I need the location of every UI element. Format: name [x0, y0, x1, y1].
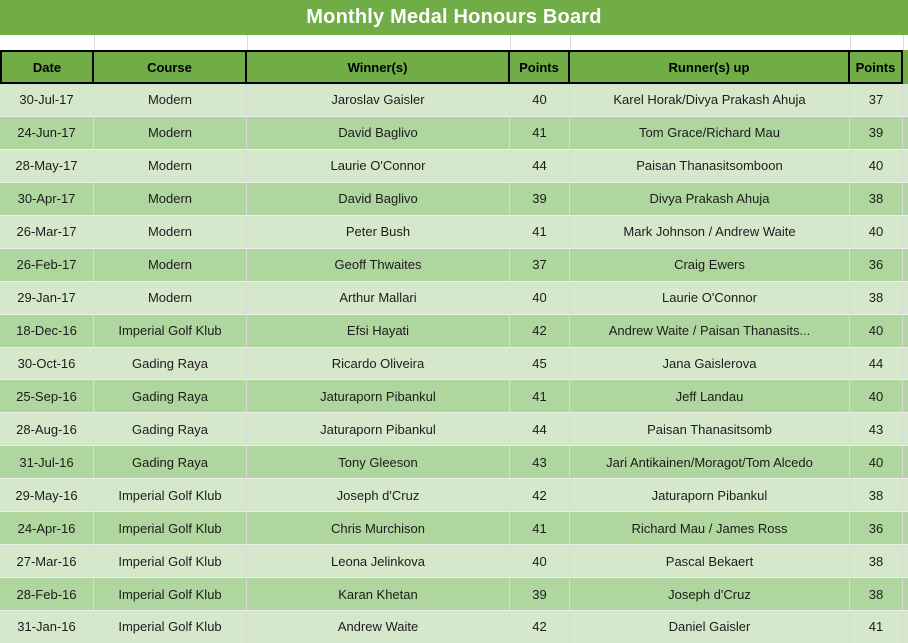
runner-up-cell[interactable]: Jeff Landau: [570, 380, 850, 412]
gridline: [570, 35, 571, 50]
row-edge-sliver: [903, 380, 908, 412]
date-cell[interactable]: 24-Apr-16: [0, 512, 94, 544]
course-cell[interactable]: Imperial Golf Klub: [94, 512, 247, 544]
gridline: [510, 35, 511, 50]
gridline: [850, 35, 851, 50]
course-cell[interactable]: Modern: [94, 282, 247, 314]
runner-up-cell[interactable]: Laurie O'Connor: [570, 282, 850, 314]
course-cell[interactable]: Modern: [94, 150, 247, 182]
table-body: [0, 84, 908, 643]
winner-points-cell[interactable]: 40: [510, 545, 570, 577]
date-cell[interactable]: 31-Jan-16: [0, 611, 94, 643]
winner-cell[interactable]: Jaroslav Gaisler: [247, 84, 510, 116]
date-cell[interactable]: 24-Jun-17: [0, 117, 94, 149]
date-cell[interactable]: 30-Jul-17: [0, 84, 94, 116]
winner-points-cell[interactable]: 42: [510, 479, 570, 511]
date-cell[interactable]: 28-May-17: [0, 150, 94, 182]
winner-cell[interactable]: Joseph d'Cruz: [247, 479, 510, 511]
row-edge-sliver: [903, 611, 908, 643]
winner-points-cell[interactable]: 44: [510, 150, 570, 182]
winner-cell[interactable]: Efsi Hayati: [247, 315, 510, 347]
runner-up-cell[interactable]: Karel Horak/Divya Prakash Ahuja: [570, 84, 850, 116]
table-row: [0, 413, 908, 446]
date-cell[interactable]: 26-Feb-17: [0, 249, 94, 281]
table-row: [0, 282, 908, 315]
winner-points-cell[interactable]: 43: [510, 446, 570, 478]
course-cell[interactable]: Gading Raya: [94, 413, 247, 445]
table-row: [0, 611, 908, 643]
runner-up-points-cell[interactable]: 38: [850, 578, 903, 610]
winner-cell[interactable]: Ricardo Oliveira: [247, 348, 510, 380]
runner-up-points-cell[interactable]: 41: [850, 611, 903, 643]
winner-points-cell[interactable]: 42: [510, 315, 570, 347]
runner-up-cell[interactable]: Daniel Gaisler: [570, 611, 850, 643]
spacer-row: [0, 35, 908, 50]
winner-points-cell[interactable]: 40: [510, 282, 570, 314]
column-header-winner[interactable]: Winner(s): [247, 52, 510, 82]
winner-points-cell[interactable]: 41: [510, 117, 570, 149]
winner-cell[interactable]: Geoff Thwaites: [247, 249, 510, 281]
runner-up-cell[interactable]: Craig Ewers: [570, 249, 850, 281]
course-cell[interactable]: Modern: [94, 249, 247, 281]
runner-up-points-cell[interactable]: 36: [850, 512, 903, 544]
course-cell[interactable]: Imperial Golf Klub: [94, 479, 247, 511]
course-cell[interactable]: Imperial Golf Klub: [94, 545, 247, 577]
table-row: [0, 545, 908, 578]
row-edge-sliver: [903, 578, 908, 610]
runner-up-points-cell[interactable]: 38: [850, 545, 903, 577]
winner-points-cell[interactable]: 41: [510, 380, 570, 412]
winner-cell[interactable]: Leona Jelinkova: [247, 545, 510, 577]
runner-up-points-cell[interactable]: 38: [850, 282, 903, 314]
date-cell[interactable]: 26-Mar-17: [0, 216, 94, 248]
table-row: [0, 84, 908, 117]
date-cell[interactable]: 28-Aug-16: [0, 413, 94, 445]
winner-cell[interactable]: Arthur Mallari: [247, 282, 510, 314]
runner-up-cell[interactable]: Joseph d'Cruz: [570, 578, 850, 610]
runner-up-cell[interactable]: Jari Antikainen/Moragot/Tom Alcedo: [570, 446, 850, 478]
table-row: [0, 150, 908, 183]
gridline: [94, 35, 95, 50]
date-cell[interactable]: 31-Jul-16: [0, 446, 94, 478]
runner-up-cell[interactable]: Mark Johnson / Andrew Waite: [570, 216, 850, 248]
winner-cell[interactable]: Jaturaporn Pibankul: [247, 413, 510, 445]
table-header-box: [0, 50, 903, 84]
table-header-row: [0, 50, 908, 84]
runner-up-points-cell[interactable]: 40: [850, 150, 903, 182]
title-cell[interactable]: [0, 0, 908, 35]
runner-up-cell[interactable]: Richard Mau / James Ross: [570, 512, 850, 544]
row-edge-sliver: [903, 315, 908, 347]
runner-up-points-cell[interactable]: 43: [850, 413, 903, 445]
course-cell[interactable]: Modern: [94, 216, 247, 248]
winner-points-cell[interactable]: 44: [510, 413, 570, 445]
runner-up-cell[interactable]: Pascal Bekaert: [570, 545, 850, 577]
row-edge-sliver: [903, 446, 908, 478]
row-edge-sliver: [903, 183, 908, 215]
gridline: [247, 35, 248, 50]
table-row: [0, 348, 908, 381]
course-cell[interactable]: Modern: [94, 84, 247, 116]
winner-points-cell[interactable]: 40: [510, 84, 570, 116]
date-cell[interactable]: 28-Feb-16: [0, 578, 94, 610]
date-cell[interactable]: 30-Oct-16: [0, 348, 94, 380]
runner-up-points-cell[interactable]: 36: [850, 249, 903, 281]
column-header-date[interactable]: Date: [2, 52, 94, 82]
column-header-runner-up-points[interactable]: Points: [855, 59, 896, 75]
winner-cell[interactable]: Tony Gleeson: [247, 446, 510, 478]
row-edge-sliver: [903, 150, 908, 182]
runner-up-points-cell[interactable]: 38: [850, 183, 903, 215]
row-edge-sliver: [903, 249, 908, 281]
date-cell[interactable]: 27-Mar-16: [0, 545, 94, 577]
row-edge-sliver: [903, 216, 908, 248]
course-cell[interactable]: Gading Raya: [94, 446, 247, 478]
runner-up-points-cell[interactable]: 40: [850, 380, 903, 412]
course-cell[interactable]: Imperial Golf Klub: [94, 611, 247, 643]
column-header-runner-up[interactable]: Runner(s) up: [570, 52, 850, 82]
winner-points-cell[interactable]: 39: [510, 183, 570, 215]
winner-cell[interactable]: Jaturaporn Pibankul: [247, 380, 510, 412]
header-edge-sliver: [903, 50, 908, 84]
winner-cell[interactable]: Andrew Waite: [247, 611, 510, 643]
table-row: [0, 446, 908, 479]
runner-up-points-cell[interactable]: 39: [850, 117, 903, 149]
winner-points-cell[interactable]: 41: [510, 512, 570, 544]
course-cell[interactable]: Imperial Golf Klub: [94, 315, 247, 347]
winner-points-cell[interactable]: 39: [510, 578, 570, 610]
runner-up-cell[interactable]: Tom Grace/Richard Mau: [570, 117, 850, 149]
runner-up-points-cell[interactable]: 37: [850, 84, 903, 116]
row-edge-sliver: [903, 282, 908, 314]
winner-points-cell[interactable]: 45: [510, 348, 570, 380]
column-header-course[interactable]: Course: [94, 52, 247, 82]
table-row: [0, 315, 908, 348]
row-edge-sliver: [903, 117, 908, 149]
row-edge-sliver: [903, 545, 908, 577]
course-cell[interactable]: Imperial Golf Klub: [94, 578, 247, 610]
winner-cell[interactable]: Peter Bush: [247, 216, 510, 248]
table-row: [0, 216, 908, 249]
runner-up-cell[interactable]: Jaturaporn Pibankul: [570, 479, 850, 511]
date-cell[interactable]: 18-Dec-16: [0, 315, 94, 347]
runner-up-cell[interactable]: Jana Gaislerova: [570, 348, 850, 380]
table-row: [0, 249, 908, 282]
table-row: [0, 479, 908, 512]
winner-points-cell[interactable]: 42: [510, 611, 570, 643]
course-cell[interactable]: Modern: [94, 183, 247, 215]
table-row: [0, 183, 908, 216]
board-title: Monthly Medal Honours Board: [306, 6, 602, 28]
row-edge-sliver: [903, 512, 908, 544]
winner-points-cell[interactable]: 37: [510, 249, 570, 281]
runner-up-cell[interactable]: Andrew Waite / Paisan Thanasits...: [570, 315, 850, 347]
runner-up-points-cell[interactable]: 40: [850, 216, 903, 248]
row-edge-sliver: [903, 84, 908, 116]
table-row: [0, 117, 908, 150]
course-cell[interactable]: Gading Raya: [94, 348, 247, 380]
runner-up-points-cell[interactable]: 38: [850, 479, 903, 511]
row-edge-sliver: [903, 479, 908, 511]
table-row: [0, 380, 908, 413]
winner-cell[interactable]: Karan Khetan: [247, 578, 510, 610]
gridline: [903, 35, 904, 50]
winner-points-cell[interactable]: 41: [510, 216, 570, 248]
table-row: [0, 578, 908, 611]
table-row: [0, 512, 908, 545]
row-edge-sliver: [903, 413, 908, 445]
date-cell[interactable]: 29-May-16: [0, 479, 94, 511]
row-edge-sliver: [903, 348, 908, 380]
date-cell[interactable]: 30-Apr-17: [0, 183, 94, 215]
runner-up-cell[interactable]: Paisan Thanasitsomb: [570, 413, 850, 445]
date-cell[interactable]: 25-Sep-16: [0, 380, 94, 412]
winner-cell[interactable]: Laurie O'Connor: [247, 150, 510, 182]
runner-up-cell[interactable]: Divya Prakash Ahuja: [570, 183, 850, 215]
winner-cell[interactable]: David Baglivo: [247, 117, 510, 149]
column-header-winner-points[interactable]: Points: [510, 52, 570, 82]
winner-cell[interactable]: David Baglivo: [247, 183, 510, 215]
winner-cell[interactable]: Chris Murchison: [247, 512, 510, 544]
course-cell[interactable]: Gading Raya: [94, 380, 247, 412]
runner-up-cell[interactable]: Paisan Thanasitsomboon: [570, 150, 850, 182]
runner-up-points-cell[interactable]: 40: [850, 315, 903, 347]
date-cell[interactable]: 29-Jan-17: [0, 282, 94, 314]
course-cell[interactable]: Modern: [94, 117, 247, 149]
runner-up-points-cell[interactable]: 40: [850, 446, 903, 478]
runner-up-points-cell[interactable]: 44: [850, 348, 903, 380]
